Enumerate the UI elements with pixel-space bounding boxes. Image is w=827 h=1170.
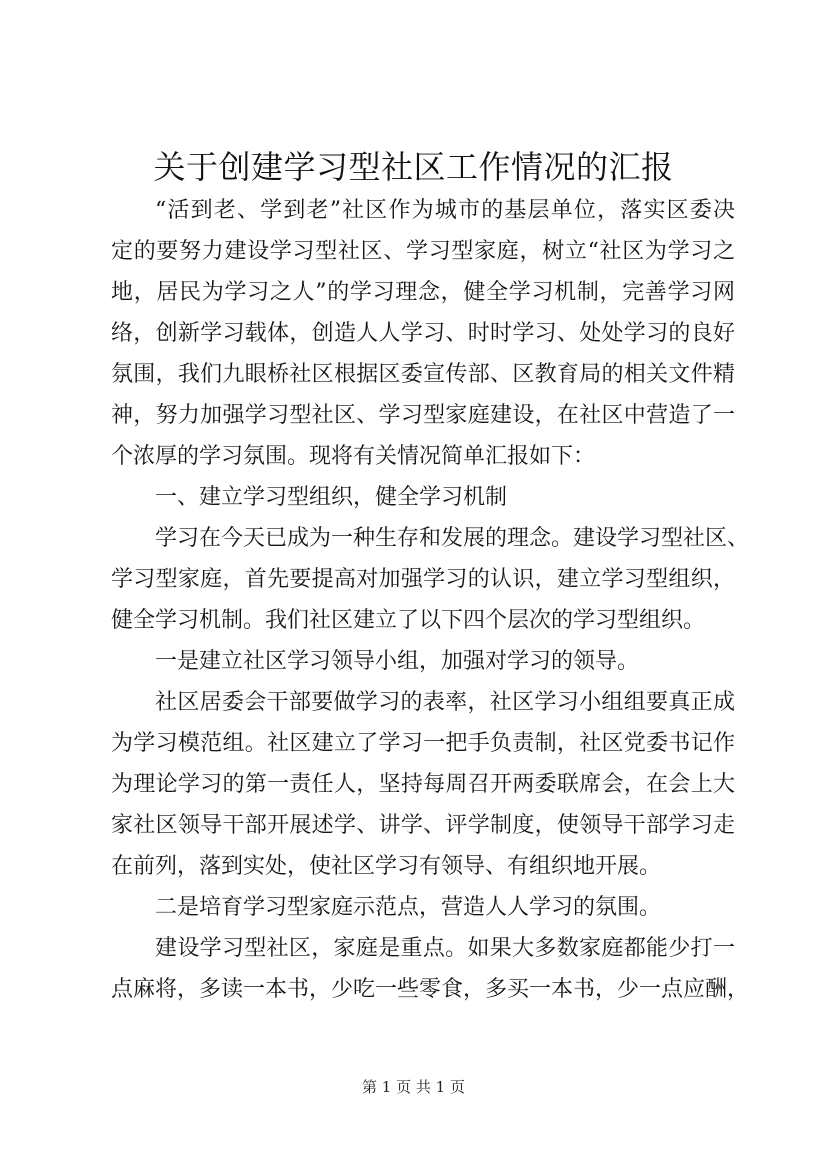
- paragraph-line: 健全学习机制。我们社区建立了以下四个层次的学习型组织。: [111, 608, 706, 633]
- paragraph-line: 氛围，我们九眼桥社区根据区委宣传部、区教育局的相关文件精: [111, 362, 735, 387]
- paragraph-line: 个浓厚的学习氛围。现将有关情况简单汇报如下：: [111, 444, 596, 469]
- paragraph-line: 络，创新学习载体，创造人人学习、时时学习、处处学习的良好: [111, 321, 735, 346]
- subsection-heading: 一是建立社区学习领导小组，加强对学习的领导。: [155, 649, 640, 674]
- paragraph-line: 学习在今天已成为一种生存和发展的理念。建设学习型社区、: [155, 526, 750, 551]
- paragraph-line: 社区居委会干部要做学习的表率，社区学习小组组要真正成: [155, 690, 735, 715]
- paragraph-line: 定的要努力建设学习型社区、学习型家庭，树立“社区为学习之: [111, 239, 735, 264]
- document-title: 关于创建学习型社区工作情况的汇报: [153, 148, 674, 186]
- paragraph-line: 神，努力加强学习型社区、学习型家庭建设，在社区中营造了一: [111, 403, 735, 428]
- section-heading: 一、建立学习型组织，健全学习机制: [155, 485, 508, 510]
- paragraph-line: 在前列，落到实处，使社区学习有领导、有组织地开展。: [111, 854, 662, 879]
- paragraph-line: 为理论学习的第一责任人，坚持每周召开两委联席会，在会上大: [111, 772, 735, 797]
- paragraph-line: 点麻将，多读一本书，少吃一些零食，多买一本书，少一点应酬，: [111, 977, 750, 1002]
- page-footer: 第 1 页 共 1 页: [362, 1078, 465, 1096]
- paragraph-line: 学习型家庭，首先要提高对加强学习的认识，建立学习型组织，: [111, 567, 735, 592]
- document-body: [111, 190, 750, 1010]
- paragraph-line: 建设学习型社区，家庭是重点。如果大多数家庭都能少打一: [155, 936, 735, 961]
- paragraph-line: 地，居民为学习之人”的学习理念，健全学习机制，完善学习网: [111, 280, 735, 305]
- paragraph-line: 为学习模范组。社区建立了学习一把手负责制，社区党委书记作: [111, 731, 735, 756]
- subsection-heading: 二是培育学习型家庭示范点，营造人人学习的氛围。: [155, 895, 662, 920]
- paragraph-line: 家社区领导干部开展述学、讲学、评学制度，使领导干部学习走: [111, 813, 735, 838]
- paragraph-line: “活到老、学到老”社区作为城市的基层单位，落实区委决: [155, 198, 735, 223]
